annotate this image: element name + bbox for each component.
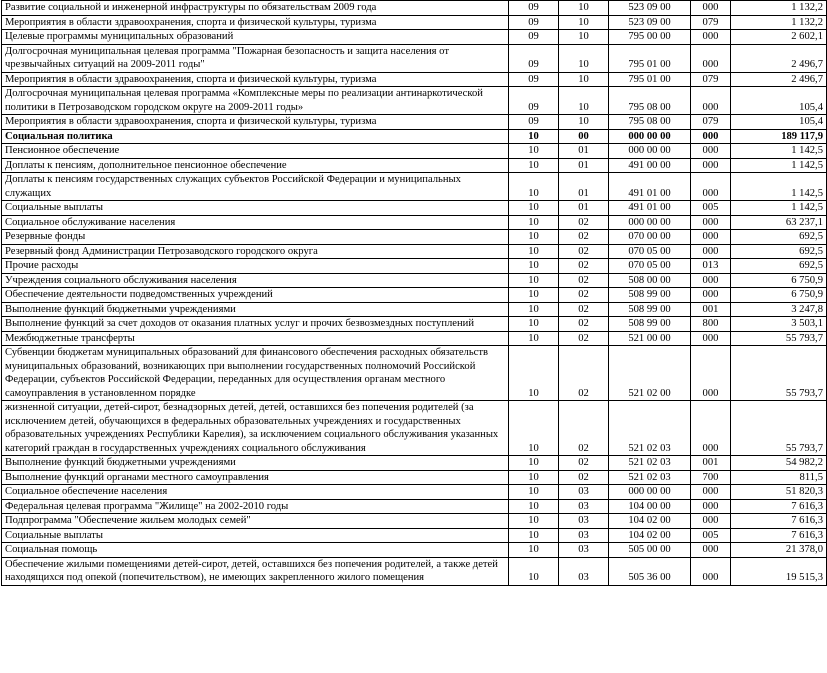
item-name-cell: Доплаты к пенсиям, дополнительное пенсионное обеспечение [2, 158, 509, 173]
table-row [2, 543, 827, 558]
table-row [2, 499, 827, 514]
table-row [2, 30, 827, 45]
subsection-code-cell: 02 [559, 346, 609, 401]
item-name-cell: Социальные выплаты [2, 201, 509, 216]
subsection-code-cell: 03 [559, 485, 609, 500]
expense-type-cell: 013 [691, 259, 731, 274]
amount-cell: 189 117,9 [731, 129, 827, 144]
table-row [2, 244, 827, 259]
target-article-cell: 521 00 00 [609, 331, 691, 346]
section-code-cell: 10 [509, 485, 559, 500]
subsection-code-cell: 02 [559, 230, 609, 245]
target-article-cell: 521 02 03 [609, 456, 691, 471]
subsection-code-cell: 01 [559, 144, 609, 159]
item-name-cell: Прочие расходы [2, 259, 509, 274]
amount-cell: 19 515,3 [731, 557, 827, 585]
item-name-cell: Выполнение функций за счет доходов от оказания платных услуг и прочих безвозмездных поступлений [2, 317, 509, 332]
section-code-cell: 10 [509, 230, 559, 245]
table-row [2, 346, 827, 401]
expense-type-cell: 000 [691, 543, 731, 558]
target-article-cell: 505 00 00 [609, 543, 691, 558]
item-name-cell: Социальная помощь [2, 543, 509, 558]
amount-cell: 692,5 [731, 259, 827, 274]
target-article-cell: 491 01 00 [609, 201, 691, 216]
target-article-cell: 795 00 00 [609, 30, 691, 45]
item-name-cell: Мероприятия в области здравоохранения, спорта и физической культуры, туризма [2, 115, 509, 130]
expense-type-cell: 000 [691, 288, 731, 303]
target-article-cell: 104 02 00 [609, 528, 691, 543]
item-name-cell: Выполнение функций бюджетными учреждениями [2, 456, 509, 471]
target-article-cell: 491 01 00 [609, 173, 691, 201]
table-row [2, 259, 827, 274]
subsection-code-cell: 00 [559, 129, 609, 144]
section-code-cell: 09 [509, 87, 559, 115]
section-code-cell: 10 [509, 528, 559, 543]
expense-type-cell: 000 [691, 30, 731, 45]
amount-cell: 21 378,0 [731, 543, 827, 558]
expense-type-cell: 000 [691, 499, 731, 514]
table-row [2, 485, 827, 500]
amount-cell: 6 750,9 [731, 273, 827, 288]
subsection-code-cell: 02 [559, 456, 609, 471]
expense-type-cell: 005 [691, 528, 731, 543]
target-article-cell: 104 00 00 [609, 499, 691, 514]
subsection-code-cell: 10 [559, 44, 609, 72]
table-row [2, 514, 827, 529]
table-row [2, 44, 827, 72]
item-name-cell: Учреждения социального обслуживания населения [2, 273, 509, 288]
subsection-code-cell: 03 [559, 528, 609, 543]
table-row [2, 158, 827, 173]
subsection-code-cell: 10 [559, 15, 609, 30]
subsection-code-cell: 03 [559, 514, 609, 529]
table-row [2, 528, 827, 543]
subsection-code-cell: 02 [559, 302, 609, 317]
expense-type-cell: 000 [691, 144, 731, 159]
table-row [2, 557, 827, 585]
section-code-cell: 09 [509, 15, 559, 30]
item-name-cell: Пенсионное обеспечение [2, 144, 509, 159]
target-article-cell: 104 02 00 [609, 514, 691, 529]
expense-type-cell: 000 [691, 1, 731, 16]
expense-type-cell: 001 [691, 302, 731, 317]
expense-type-cell: 005 [691, 201, 731, 216]
target-article-cell: 795 08 00 [609, 115, 691, 130]
amount-cell: 692,5 [731, 244, 827, 259]
target-article-cell: 508 00 00 [609, 273, 691, 288]
expense-type-cell: 000 [691, 331, 731, 346]
item-name-cell: Обеспечение деятельности подведомственных учреждений [2, 288, 509, 303]
amount-cell: 55 793,7 [731, 401, 827, 456]
section-code-cell: 10 [509, 288, 559, 303]
amount-cell: 51 820,3 [731, 485, 827, 500]
expense-type-cell: 079 [691, 115, 731, 130]
section-code-cell: 10 [509, 173, 559, 201]
table-row [2, 1, 827, 16]
subsection-code-cell: 01 [559, 158, 609, 173]
amount-cell: 54 982,2 [731, 456, 827, 471]
item-name-cell: Долгосрочная муниципальная целевая программа "Пожарная безопасность и защита населения от чрезвычайных ситуаций на 2009-2011 годы" [2, 44, 509, 72]
table-row [2, 273, 827, 288]
table-row [2, 115, 827, 130]
table-row [2, 401, 827, 456]
section-code-cell: 09 [509, 30, 559, 45]
target-article-cell: 070 00 00 [609, 230, 691, 245]
table-row [2, 201, 827, 216]
target-article-cell: 523 09 00 [609, 15, 691, 30]
item-name-cell: Долгосрочная муниципальная целевая программа «Комплексные меры по реализации антинаркотической политики в Петрозаводском городском округе на 2009-2011 годы» [2, 87, 509, 115]
subsection-code-cell: 01 [559, 173, 609, 201]
section-code-cell: 10 [509, 144, 559, 159]
section-code-cell: 10 [509, 557, 559, 585]
amount-cell: 2 602,1 [731, 30, 827, 45]
target-article-cell: 795 08 00 [609, 87, 691, 115]
expense-type-cell: 000 [691, 273, 731, 288]
target-article-cell: 521 02 00 [609, 346, 691, 401]
expense-type-cell: 000 [691, 230, 731, 245]
amount-cell: 55 793,7 [731, 346, 827, 401]
target-article-cell: 795 01 00 [609, 72, 691, 87]
subsection-code-cell: 10 [559, 115, 609, 130]
target-article-cell: 000 00 00 [609, 144, 691, 159]
expense-type-cell: 079 [691, 72, 731, 87]
item-name-cell: Развитие социальной и инженерной инфраструктуры по обязательствам 2009 года [2, 1, 509, 16]
target-article-cell: 795 01 00 [609, 44, 691, 72]
section-code-cell: 10 [509, 158, 559, 173]
item-name-cell: Подпрограмма "Обеспечение жильем молодых семей" [2, 514, 509, 529]
subsection-code-cell: 10 [559, 1, 609, 16]
target-article-cell: 508 99 00 [609, 302, 691, 317]
item-name-cell: Выполнение функций бюджетными учреждениями [2, 302, 509, 317]
expense-type-cell: 000 [691, 215, 731, 230]
section-code-cell: 10 [509, 273, 559, 288]
section-code-cell: 10 [509, 215, 559, 230]
expense-type-cell: 000 [691, 44, 731, 72]
target-article-cell: 000 00 00 [609, 215, 691, 230]
subsection-code-cell: 02 [559, 215, 609, 230]
expense-type-cell: 000 [691, 514, 731, 529]
section-code-cell: 09 [509, 1, 559, 16]
amount-cell: 1 142,5 [731, 201, 827, 216]
target-article-cell: 508 99 00 [609, 317, 691, 332]
item-name-cell: Федеральная целевая программа "Жилище" на 2002-2010 годы [2, 499, 509, 514]
subsection-code-cell: 02 [559, 244, 609, 259]
subsection-code-cell: 01 [559, 201, 609, 216]
expense-type-cell: 000 [691, 244, 731, 259]
subsection-code-cell: 02 [559, 317, 609, 332]
subsection-code-cell: 10 [559, 30, 609, 45]
table-row [2, 15, 827, 30]
expense-type-cell: 000 [691, 485, 731, 500]
section-code-cell: 10 [509, 244, 559, 259]
item-name-cell: Выполнение функций органами местного самоуправления [2, 470, 509, 485]
amount-cell: 6 750,9 [731, 288, 827, 303]
expense-type-cell: 000 [691, 401, 731, 456]
target-article-cell: 000 00 00 [609, 485, 691, 500]
expense-type-cell: 800 [691, 317, 731, 332]
item-name-cell: Обеспечение жилыми помещениями детей-сирот, детей, оставшихся без попечения родителей, а также детей находящихся под опекой (попечительством), не имеющих закрепленного жилого помещения [2, 557, 509, 585]
budget-table [1, 0, 827, 586]
table-row [2, 302, 827, 317]
amount-cell: 3 247,8 [731, 302, 827, 317]
target-article-cell: 521 02 03 [609, 401, 691, 456]
table-row [2, 470, 827, 485]
amount-cell: 1 142,5 [731, 173, 827, 201]
item-name-cell: Резервный фонд Администрации Петрозаводского городского округа [2, 244, 509, 259]
item-name-cell: жизненной ситуации, детей-сирот, безнадзорных детей, детей, оставшихся без попечения родителей (за исключением детей, обучающихся в федеральных образовательных учреждениях и государственных образовательных учреждениях Республики Карелия), за исключением социального обслуживания указанных категорий граждан в государственных учреждениях социального обслуживания [2, 401, 509, 456]
item-name-cell: Межбюджетные трансферты [2, 331, 509, 346]
subsection-code-cell: 02 [559, 470, 609, 485]
amount-cell: 105,4 [731, 87, 827, 115]
table-row [2, 129, 827, 144]
subsection-code-cell: 03 [559, 543, 609, 558]
expense-type-cell: 000 [691, 557, 731, 585]
amount-cell: 1 132,2 [731, 15, 827, 30]
section-code-cell: 10 [509, 129, 559, 144]
table-row [2, 72, 827, 87]
table-row [2, 230, 827, 245]
item-name-cell: Мероприятия в области здравоохранения, спорта и физической культуры, туризма [2, 15, 509, 30]
expense-type-cell: 000 [691, 158, 731, 173]
amount-cell: 692,5 [731, 230, 827, 245]
amount-cell: 55 793,7 [731, 331, 827, 346]
amount-cell: 63 237,1 [731, 215, 827, 230]
expense-type-cell: 000 [691, 173, 731, 201]
target-article-cell: 000 00 00 [609, 129, 691, 144]
amount-cell: 1 142,5 [731, 144, 827, 159]
table-row [2, 456, 827, 471]
table-row [2, 144, 827, 159]
table-row [2, 173, 827, 201]
amount-cell: 2 496,7 [731, 44, 827, 72]
section-code-cell: 09 [509, 115, 559, 130]
subsection-code-cell: 02 [559, 331, 609, 346]
item-name-cell: Социальное обеспечение населения [2, 485, 509, 500]
section-code-cell: 10 [509, 456, 559, 471]
subsection-code-cell: 02 [559, 273, 609, 288]
subsection-code-cell: 02 [559, 259, 609, 274]
section-code-cell: 10 [509, 331, 559, 346]
target-article-cell: 505 36 00 [609, 557, 691, 585]
subsection-code-cell: 02 [559, 288, 609, 303]
subsection-code-cell: 03 [559, 557, 609, 585]
amount-cell: 7 616,3 [731, 528, 827, 543]
expense-type-cell: 001 [691, 456, 731, 471]
amount-cell: 7 616,3 [731, 514, 827, 529]
expense-type-cell: 000 [691, 87, 731, 115]
amount-cell: 3 503,1 [731, 317, 827, 332]
target-article-cell: 508 99 00 [609, 288, 691, 303]
amount-cell: 7 616,3 [731, 499, 827, 514]
subsection-code-cell: 03 [559, 499, 609, 514]
target-article-cell: 070 05 00 [609, 244, 691, 259]
budget-table-body [2, 1, 827, 586]
expense-type-cell: 700 [691, 470, 731, 485]
section-code-cell: 10 [509, 401, 559, 456]
table-row [2, 317, 827, 332]
amount-cell: 1 132,2 [731, 1, 827, 16]
section-code-cell: 09 [509, 44, 559, 72]
section-code-cell: 10 [509, 543, 559, 558]
section-code-cell: 10 [509, 346, 559, 401]
subsection-code-cell: 10 [559, 72, 609, 87]
item-name-cell: Социальные выплаты [2, 528, 509, 543]
section-code-cell: 10 [509, 514, 559, 529]
section-code-cell: 10 [509, 499, 559, 514]
amount-cell: 811,5 [731, 470, 827, 485]
table-row [2, 215, 827, 230]
item-name-cell: Доплаты к пенсиям государственных служащих субъектов Российской Федерации и муниципальных служащих [2, 173, 509, 201]
amount-cell: 105,4 [731, 115, 827, 130]
item-name-cell: Мероприятия в области здравоохранения, спорта и физической культуры, туризма [2, 72, 509, 87]
target-article-cell: 070 05 00 [609, 259, 691, 274]
amount-cell: 1 142,5 [731, 158, 827, 173]
section-code-cell: 09 [509, 72, 559, 87]
subsection-code-cell: 10 [559, 87, 609, 115]
item-name-cell: Целевые программы муниципальных образований [2, 30, 509, 45]
item-name-cell: Субвенции бюджетам муниципальных образований для финансового обеспечения расходных обязательств муниципальных образований, возникающих при выполнении государственных полномочий Российской Федерации, субъектов Российской Федерации, переданных для осуществления органам местного самоуправления в установленном порядке [2, 346, 509, 401]
amount-cell: 2 496,7 [731, 72, 827, 87]
expense-type-cell: 000 [691, 346, 731, 401]
section-code-cell: 10 [509, 259, 559, 274]
table-row [2, 331, 827, 346]
target-article-cell: 521 02 03 [609, 470, 691, 485]
item-name-cell: Социальное обслуживание населения [2, 215, 509, 230]
subsection-code-cell: 02 [559, 401, 609, 456]
section-code-cell: 10 [509, 302, 559, 317]
section-code-cell: 10 [509, 470, 559, 485]
item-name-cell: Резервные фонды [2, 230, 509, 245]
target-article-cell: 523 09 00 [609, 1, 691, 16]
target-article-cell: 491 00 00 [609, 158, 691, 173]
expense-type-cell: 079 [691, 15, 731, 30]
table-row [2, 288, 827, 303]
section-code-cell: 10 [509, 317, 559, 332]
item-name-cell: Социальная политика [2, 129, 509, 144]
section-code-cell: 10 [509, 201, 559, 216]
expense-type-cell: 000 [691, 129, 731, 144]
table-row [2, 87, 827, 115]
